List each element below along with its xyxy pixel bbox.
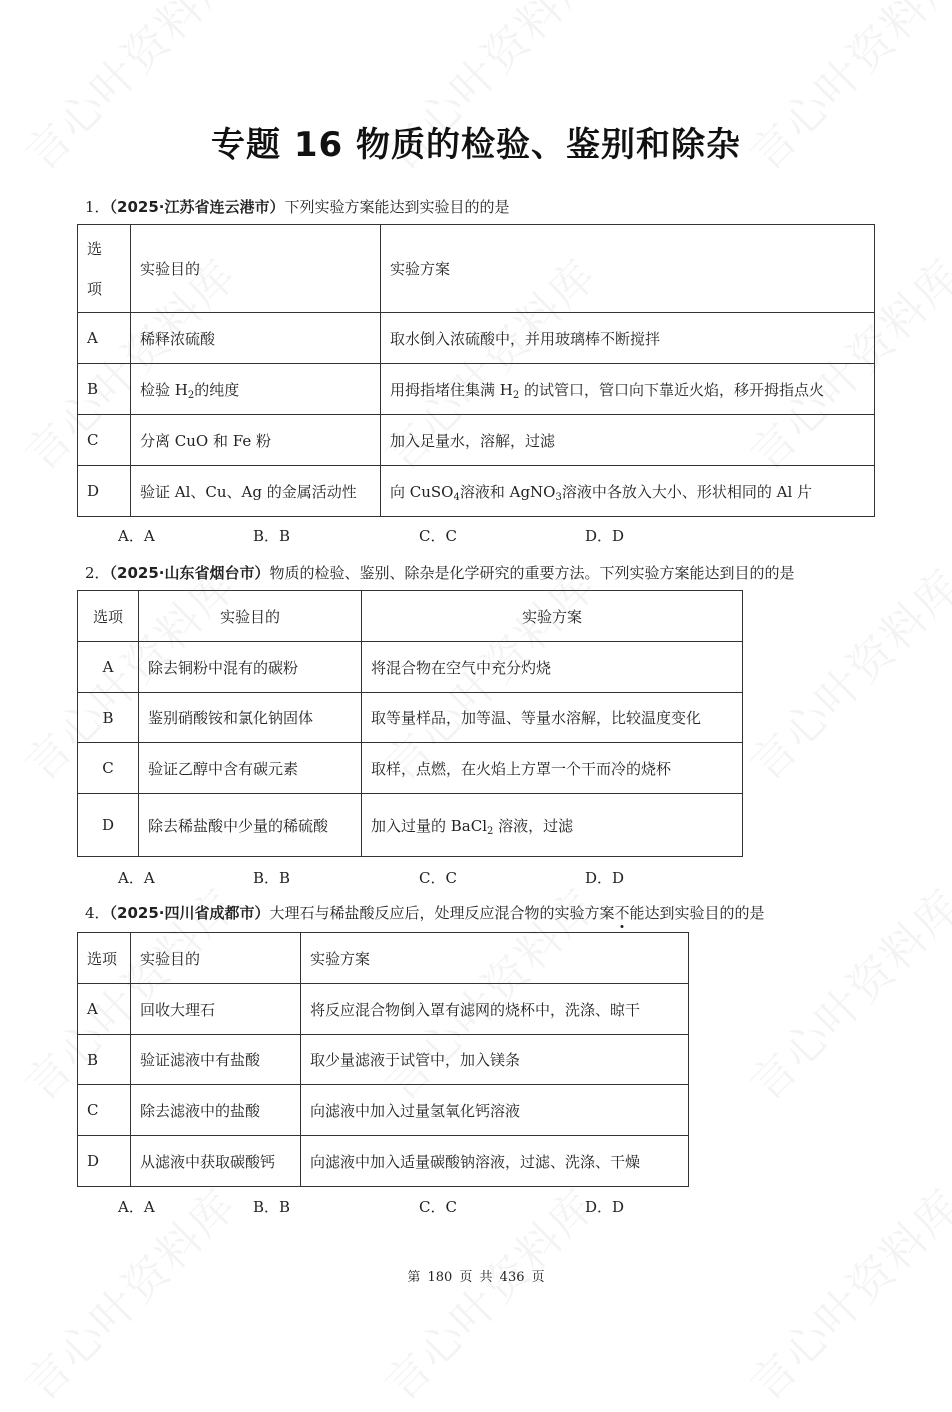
row-plan: 取样，点燃，在火焰上方罩一个干而冷的烧杯 (362, 743, 743, 794)
choice-c[interactable]: C．C (419, 1198, 457, 1216)
choice-d[interactable]: D．D (585, 527, 625, 545)
text: 向 CuSO (390, 482, 454, 501)
row-purpose: 分离 CuO 和 Fe 粉 (131, 415, 381, 466)
watermark (368, 1172, 608, 1412)
row-purpose: 除去滤液中的盐酸 (131, 1085, 301, 1136)
watermark (733, 1172, 952, 1412)
table-row (78, 1136, 689, 1187)
question-4-table (77, 932, 689, 1187)
question-text: 物质的检验、鉴别、除杂是化学研究的重要方法。下列实验方案能达到目的的是 (269, 564, 795, 582)
row-purpose: 验证滤液中有盐酸 (131, 1035, 301, 1085)
question-4-stem (85, 902, 765, 923)
table-row (78, 693, 743, 743)
text: 溶液和 AgNO (459, 482, 556, 501)
text: 检验 H (140, 380, 188, 399)
question-source: （2025·山东省烟台市） (109, 564, 270, 582)
text: 溶液，过滤 (493, 816, 574, 835)
text: 的试管口，管口向下靠近火焰，移开拇指点火 (519, 380, 825, 399)
row-option: C (78, 1085, 131, 1136)
subscript: 4 (453, 491, 460, 503)
question-1-stem (85, 196, 510, 217)
watermark (733, 872, 952, 1112)
row-option: B (78, 693, 139, 743)
table-row (78, 1085, 689, 1136)
choice-b[interactable]: B．B (253, 1198, 291, 1216)
subscript: 2 (487, 825, 494, 837)
row-plan (362, 794, 743, 857)
choice-d[interactable]: D．D (585, 869, 625, 887)
table-header-row (78, 933, 689, 984)
table-row (78, 1035, 689, 1085)
header-option-line2: 项 (87, 279, 103, 298)
row-purpose: 鉴别硝酸铵和氯化钠固体 (139, 693, 362, 743)
row-purpose: 回收大理石 (131, 984, 301, 1035)
question-text: 大理石与稀盐酸反应后，处理反应混合物的实验方案 (269, 904, 615, 922)
row-purpose: 验证乙醇中含有碳元素 (139, 743, 362, 794)
choice-c[interactable]: C．C (419, 527, 457, 545)
row-plan (381, 466, 875, 517)
row-option: C (78, 743, 139, 794)
table-row (78, 794, 743, 857)
question-source: （2025·江苏省连云港市） (109, 198, 285, 216)
header-plan: 实验方案 (362, 591, 743, 642)
row-plan (381, 364, 875, 415)
question-2-stem (85, 562, 795, 583)
row-purpose: 除去稀盐酸中少量的稀硫酸 (139, 794, 362, 857)
emphasis-not: 不 (614, 904, 630, 922)
row-purpose: 除去铜粉中混有的碳粉 (139, 642, 362, 693)
page-title: 专题 16 物质的检验、鉴别和除杂 (211, 125, 741, 165)
header-option-line1: 选 (87, 239, 103, 258)
header-option: 选项 (78, 933, 131, 984)
table-row (78, 313, 875, 364)
choice-d[interactable]: D．D (585, 1198, 625, 1216)
watermark (733, 552, 952, 792)
subscript: 3 (555, 491, 562, 503)
choice-a[interactable]: A．A (118, 869, 155, 887)
row-option: A (78, 313, 131, 364)
choice-c[interactable]: C．C (419, 869, 457, 887)
row-plan: 加入足量水，溶解，过滤 (381, 415, 875, 466)
question-1-table (77, 224, 875, 517)
row-option: B (78, 364, 131, 415)
row-plan: 取水倒入浓硫酸中，并用玻璃棒不断搅拌 (381, 313, 875, 364)
table-row (78, 415, 875, 466)
row-option: A (78, 984, 131, 1035)
row-purpose: 从滤液中获取碳酸钙 (131, 1136, 301, 1187)
choice-b[interactable]: B．B (253, 869, 291, 887)
row-plan: 向滤液中加入过量氢氧化钙溶液 (301, 1085, 689, 1136)
row-plan: 将反应混合物倒入罩有滤网的烧杯中，洗涤、晾干 (301, 984, 689, 1035)
question-number: 1． (85, 198, 110, 216)
table-header-row (78, 225, 875, 313)
header-plan: 实验方案 (301, 933, 689, 984)
question-text: 下列实验方案能达到实验目的的是 (284, 198, 510, 216)
header-purpose: 实验目的 (131, 225, 381, 313)
table-row (78, 364, 875, 415)
row-plan: 取等量样品，加等温、等量水溶解，比较温度变化 (362, 693, 743, 743)
text: 溶液中各放入大小、形状相同的 Al 片 (561, 482, 813, 501)
page-footer: 第 180 页 共 436 页 (407, 1270, 545, 1285)
choice-a[interactable]: A．A (118, 1198, 155, 1216)
row-plan: 向滤液中加入适量碳酸钠溶液，过滤、洗涤、干燥 (301, 1136, 689, 1187)
choice-a[interactable]: A．A (118, 527, 155, 545)
question-2-table (77, 590, 743, 857)
row-option: A (78, 642, 139, 693)
table-row (78, 642, 743, 693)
text: 的纯度 (194, 380, 240, 399)
row-option: D (78, 794, 139, 857)
row-purpose (131, 364, 381, 415)
header-option (78, 225, 131, 313)
header-purpose: 实验目的 (139, 591, 362, 642)
question-number: 2． (85, 564, 110, 582)
row-purpose: 稀释浓硫酸 (131, 313, 381, 364)
question-source: （2025·四川省成都市） (109, 904, 270, 922)
header-option: 选项 (78, 591, 139, 642)
choice-b[interactable]: B．B (253, 527, 291, 545)
subscript: 2 (187, 389, 195, 401)
subscript: 2 (512, 389, 520, 401)
row-option: D (78, 1136, 131, 1187)
text: 加入过量的 BaCl (371, 816, 488, 835)
table-header-row (78, 591, 743, 642)
header-plan: 实验方案 (381, 225, 875, 313)
row-purpose: 验证 Al、Cu、Ag 的金属活动性 (131, 466, 381, 517)
table-row (78, 984, 689, 1035)
header-purpose: 实验目的 (131, 933, 301, 984)
row-option: C (78, 415, 131, 466)
row-plan: 将混合物在空气中充分灼烧 (362, 642, 743, 693)
table-row (78, 743, 743, 794)
question-text: 能达到实验目的的是 (629, 904, 765, 922)
question-number: 4． (85, 904, 110, 922)
row-plan: 取少量滤液于试管中，加入镁条 (301, 1035, 689, 1085)
text: 用拇指堵住集满 H (390, 380, 513, 399)
row-option: B (78, 1035, 131, 1085)
row-option: D (78, 466, 131, 517)
table-row (78, 466, 875, 517)
